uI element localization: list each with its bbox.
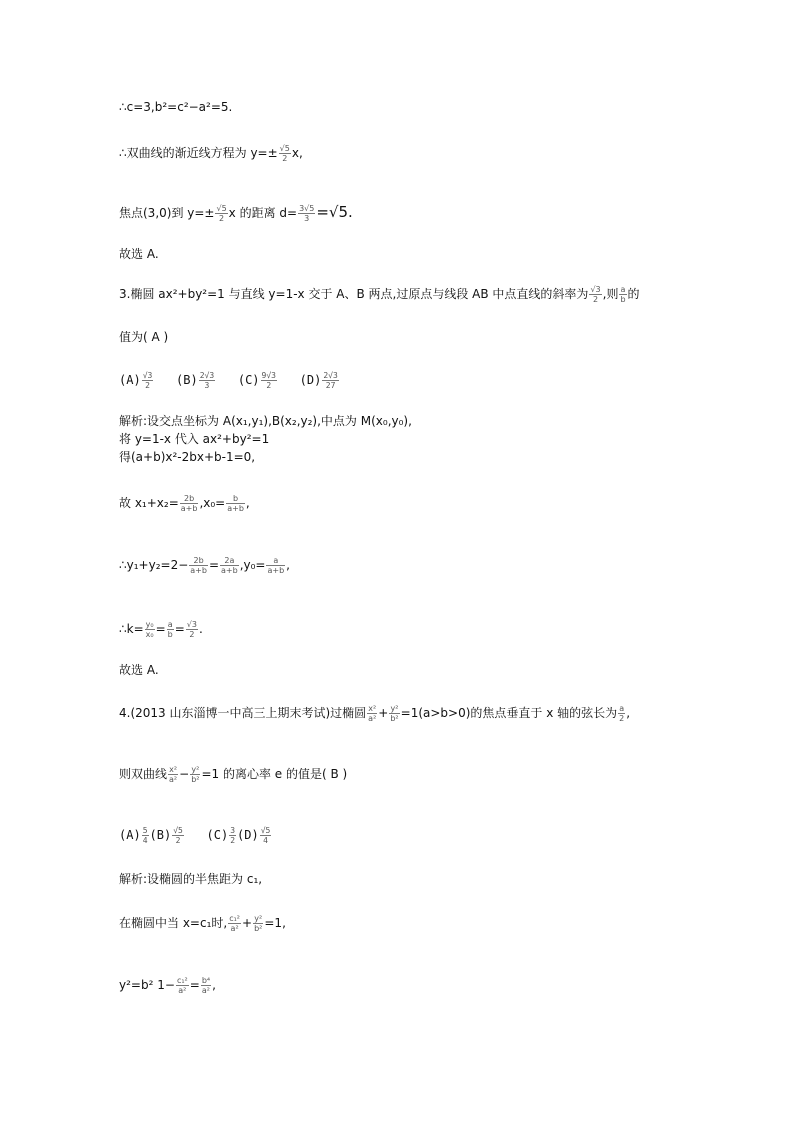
fraction: $\frac{2a}{a+b}$ [221,556,238,575]
fraction: $\frac{a}{2}$ [619,704,625,723]
analysis-line: 得(a+b)x²-2bx+b-1=0, [119,450,256,464]
fraction: $\frac{√5}{2}$ [173,826,183,845]
answer-line: 故选 A. [119,247,159,261]
fraction: $\frac{\text{y²}}{\text{b²}}$ [254,914,263,933]
asymptote-line: ∴双曲线的渐近线方程为 y=± $\frac{√5}{2}$ x, [119,144,303,163]
fraction: $\frac{√5}{2}$ [279,144,290,163]
fraction: $\frac{\text{y²}}{\text{b²}}$ [191,765,200,784]
analysis-line: 解析:设交点坐标为 A(x₁,y₁),B(x₂,y₂),中点为 M(x₀,y₀), [119,414,412,428]
fraction: $\frac{2b}{a+b}$ [190,556,207,575]
fraction: $\frac{b}{a+b}$ [227,494,244,513]
fraction: $\frac{2√3}{27}$ [323,371,338,390]
analysis-line: 在椭圆中当 x=c₁时, $\frac{\text{c₁²}}{\text{a²}}$ + $\frac{\text{y²}}{\text{b²}}$ =1, [119,914,286,933]
fraction: $\frac{√5}{4}$ [260,826,271,845]
fraction: $\frac{3√5}{3}$ [299,204,315,223]
fraction: $\frac{√3}{2}$ [142,371,153,390]
fraction: $\frac{\text{c₁²}}{\text{a²}}$ [229,914,241,933]
fraction: $\frac{\text{x²}}{\text{a²}}$ [169,765,178,784]
fraction: $\frac{√3}{2}$ [186,620,197,639]
analysis-line: 将 y=1-x 代入 ax²+by²=1 [119,432,270,446]
fraction: $\frac{a}{a+b}$ [267,556,285,575]
question-4-cont: 则双曲线 $\frac{\text{x²}}{\text{a²}}$ − $\frac{\text{y²}}{\text{b²}}$ =1 的离心率 e 的值是( B ) [119,765,348,784]
distance-line: 焦点(3,0)到 y=± $\frac{√5}{2}$ x 的距离 d= $\frac{3√5}{3}$ =√5. [119,203,353,223]
fraction: $\frac{√3}{2}$ [590,285,601,304]
analysis-line: ∴y₁+y₂=2− $\frac{2b}{a+b}$ = $\frac{2a}{a+b}$ ,y₀= $\frac{a}{a+b}$ , [119,556,290,575]
fraction: $\frac{9√3}{2}$ [261,371,276,390]
fraction: $\frac{a}{b}$ [167,620,173,639]
question-3: 3.椭圆 ax²+by²=1 与直线 y=1-x 交于 A、B 两点,过原点与线段 AB 中点直线的斜率为 $\frac{√3}{2}$ ,则 $\frac{a}{b}$ 的 [119,285,640,304]
analysis-line: 解析:设椭圆的半焦距为 c₁, [119,872,263,886]
fraction: $\frac{5}{4}$ [142,826,148,845]
fraction: $\frac{2√3}{3}$ [199,371,215,390]
fraction: $\frac{\text{y²}}{\text{b²}}$ [390,704,399,723]
answer-line: 故选 A. [119,663,159,677]
question-4-options: (A) $\frac{5}{4}$ (B) $\frac{√5}{2}$ (C) $\frac{3}{2}$ (D) $\frac{√5}{4}$ [119,826,271,845]
fraction: $\frac{2b}{a+b}$ [180,494,198,513]
analysis-line: ∴k= $\frac{\text{y₀}}{\text{x₀}}$ = $\frac{a}{b}$ = $\frac{√3}{2}$ . [119,620,203,639]
fraction: $\frac{3}{2}$ [230,826,236,845]
fraction: $\frac{\text{x²}}{\text{a²}}$ [368,704,377,723]
fraction: $\frac{\text{c₁²}}{\text{a²}}$ [176,976,188,995]
fraction: $\frac{√5}{2}$ [216,204,227,223]
fraction: $\frac{\text{b⁴}}{\text{a²}}$ [201,976,211,995]
solution-line: ∴c=3,b²=c²−a²=5. [119,100,233,114]
question-3-options: (A) $\frac{√3}{2}$ (B) $\frac{2√3}{3}$ (C) $\frac{9√3}{2}$ (D) $\frac{2√3}{27}$ [119,371,338,390]
fraction: $\frac{a}{b}$ [620,285,626,304]
analysis-line: y²=b² 1− $\frac{\text{c₁²}}{\text{a²}}$ = $\frac{\text{b⁴}}{\text{a²}}$ , [119,976,216,995]
question-3-answer: 值为( A ) [119,330,169,344]
analysis-line: 故 x₁+x₂= $\frac{2b}{a+b}$ ,x₀= $\frac{b}{a+b}$ , [119,494,250,513]
question-4: 4.(2013 山东淄博一中高三上期末考试)过椭圆 $\frac{\text{x²}}{\text{a²}}$ + $\frac{\text{y²}}{\text{b²}}$ =1(a>b>0)的焦点垂直于 x 轴的弦长为 $\frac{a}{2}$ , [119,704,631,723]
fraction: $\frac{\text{y₀}}{\text{x₀}}$ [145,620,154,639]
